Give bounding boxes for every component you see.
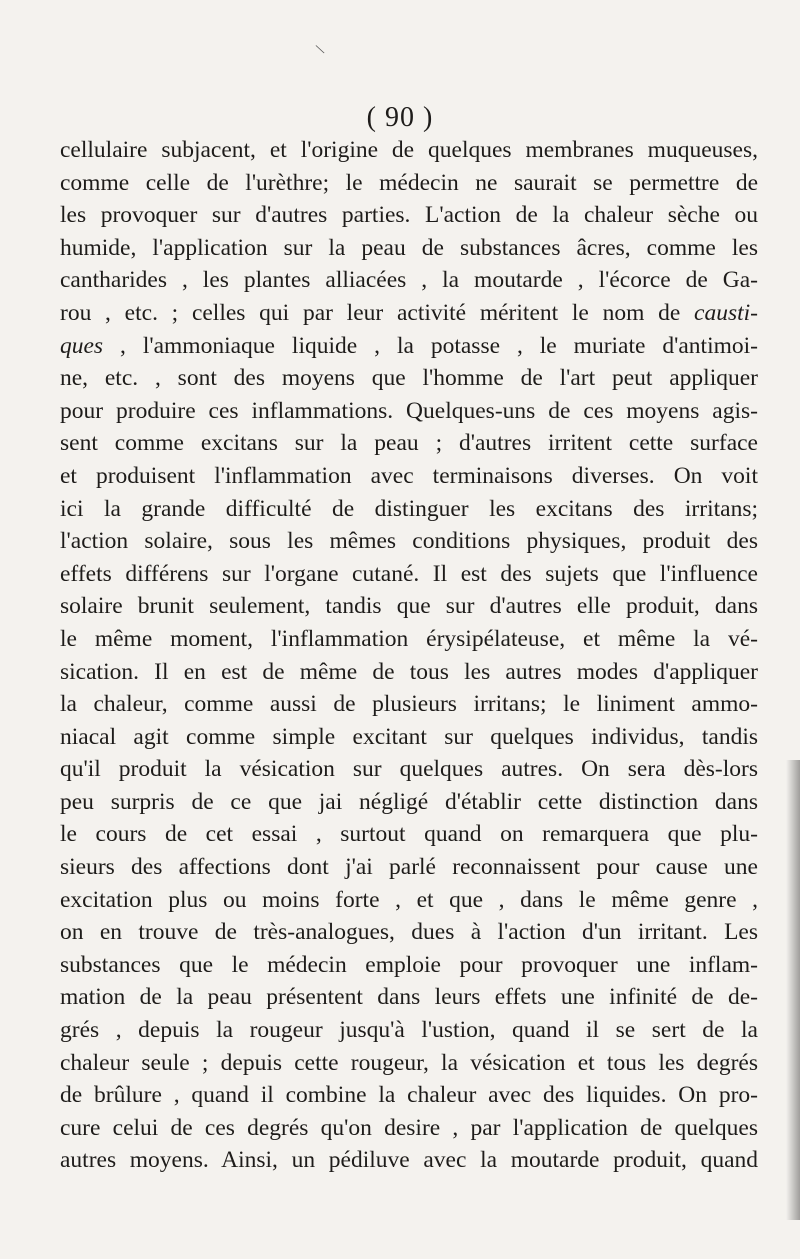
text-line: la chaleur, comme aussi de plusieurs irritans; le liniment ammo-: [60, 691, 758, 718]
text-line: le cours de cet essai , surtout quand on remarquera que plu-: [60, 821, 758, 848]
stray-ink-mark: \: [314, 41, 327, 59]
text-line: ici la grande difficulté de distinguer les excitans des irritans;: [60, 495, 758, 522]
text-line: cellulaire subjacent, et l'origine de quelques membranes muqueuses,: [60, 137, 758, 163]
body-text: [60, 134, 758, 1177]
text-line: cure celui de ces degrés qu'on desire , par l'application de quelques: [60, 1114, 758, 1141]
text-line: qu'il produit la vésication sur quelques autres. On sera dès-lors: [60, 756, 758, 783]
text-line: de brûlure , quand il combine la chaleur avec des liquides. On pro-: [60, 1082, 758, 1109]
text-line: l'action solaire, sous les mêmes conditions physiques, produit des: [60, 528, 758, 555]
text-line: cantharides , les plantes alliacées , la moutarde , l'écorce de Ga-: [60, 267, 758, 294]
text-line: sication. Il en est de même de tous les autres modes d'appliquer: [60, 658, 758, 685]
text-line: ne, etc. , sont des moyens que l'homme de l'art peut appliquer: [60, 365, 758, 392]
text-line: pour produire ces inflammations. Quelques-uns de ces moyens agis-: [60, 397, 758, 424]
text-line: excitation plus ou moins forte , et que , dans le même genre ,: [60, 886, 758, 913]
text-line: substances que le médecin emploie pour provoquer une inflam-: [60, 951, 758, 978]
text-line: sieurs des affections dont j'ai parlé reconnaissent pour cause une: [60, 854, 758, 881]
text-line: niacal agit comme simple excitant sur quelques individus, tandis: [60, 723, 758, 750]
text-line: peu surpris de ce que jai négligé d'établir cette distinction dans: [60, 788, 758, 815]
text-line: humide, l'application sur la peau de substances âcres, comme les: [60, 234, 758, 261]
text-line: rou , etc. ; celles qui par leur activité méritent le nom de causti-: [60, 299, 758, 326]
text-line: ques , l'ammoniaque liquide , la potasse , le muriate d'antimoi-: [60, 332, 758, 359]
text-line: et produisent l'inflammation avec terminaisons diverses. On voit: [60, 462, 758, 489]
text-line: comme celle de l'urèthre; le médecin ne saurait se permettre de: [60, 169, 758, 196]
text-line: sent comme excitans sur la peau ; d'autres irritent cette surface: [60, 430, 758, 457]
page-number: ( 90 ): [366, 102, 434, 133]
text-line: grés , depuis la rougeur jusqu'à l'ustion, quand il se sert de la: [60, 1017, 758, 1044]
text-line: mation de la peau présentent dans leurs effets une infinité de de-: [60, 984, 758, 1011]
text-line: autres moyens. Ainsi, un pédiluve avec la moutarde produit, quand: [60, 1147, 758, 1174]
page-edge-shadow: [786, 760, 800, 1220]
text-line: solaire brunit seulement, tandis que sur d'autres elle produit, dans: [60, 593, 758, 620]
text-line: on en trouve de très-analogues, dues à l'action d'un irritant. Les: [60, 919, 758, 946]
text-line: effets différens sur l'organe cutané. Il est des sujets que l'influence: [60, 560, 758, 587]
text-line: les provoquer sur d'autres parties. L'action de la chaleur sèche ou: [60, 202, 758, 229]
text-line: le même moment, l'inflammation érysipélateuse, et même la vé-: [60, 625, 758, 652]
text-line: chaleur seule ; depuis cette rougeur, la vésication et tous les degrés: [60, 1049, 758, 1076]
